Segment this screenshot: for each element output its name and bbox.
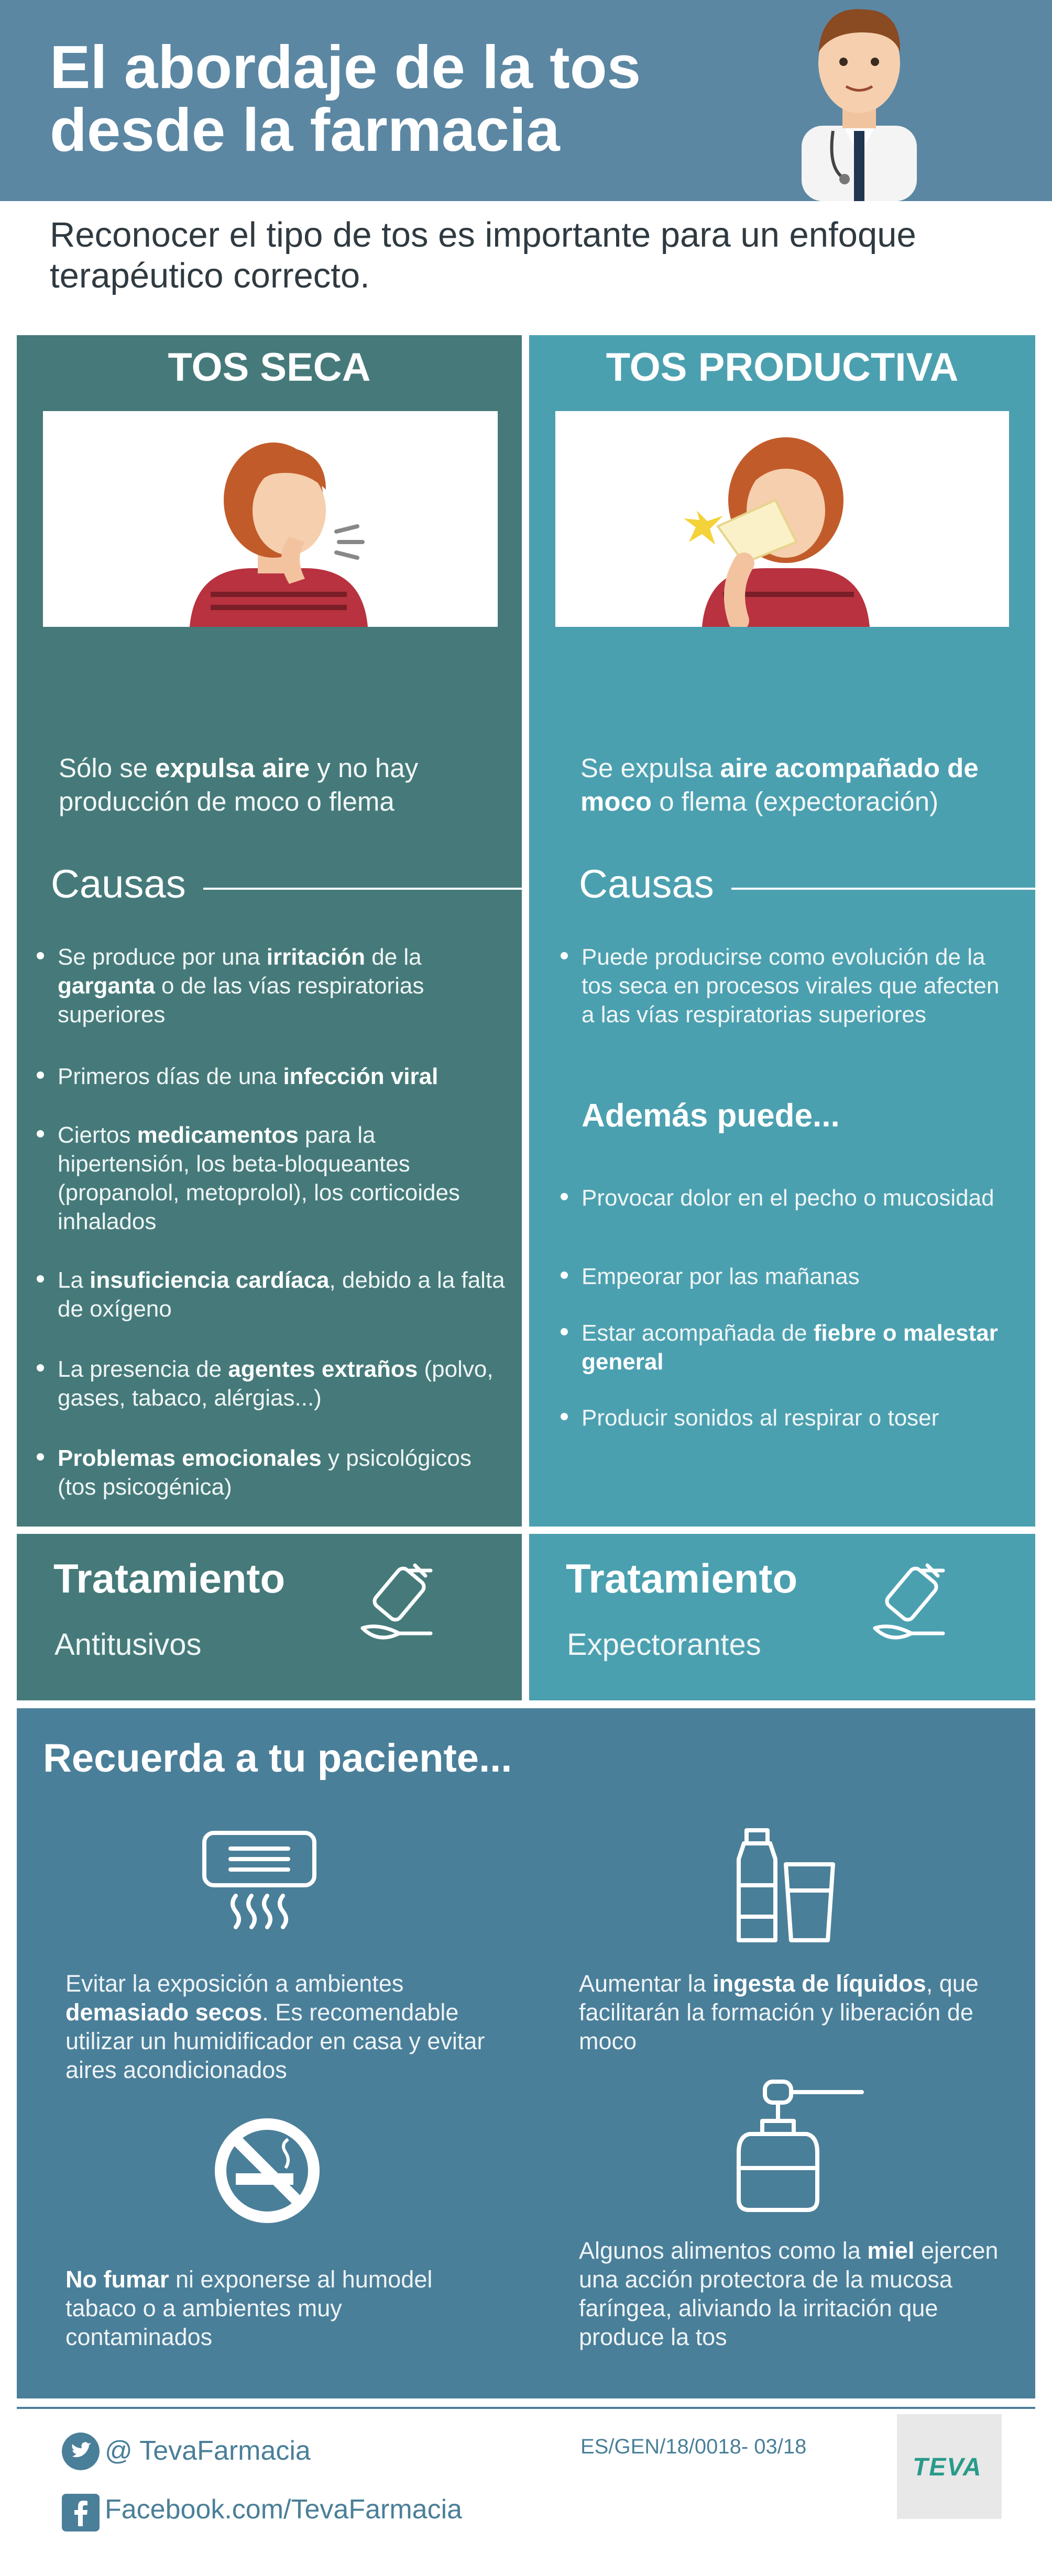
treatment-dry-title: Tratamiento: [53, 1555, 286, 1601]
dry-causes-heading: Causas: [51, 862, 186, 906]
remember-item-dry-air: Evitar la exposición a ambientes demasiado secos. Es recomendable utilizar un humidificador en casa y evitar aires acondicionados: [65, 1970, 485, 2083]
remember-title: Recuerda a tu paciente...: [43, 1736, 512, 1781]
remember-item-no-smoking: No fumar ni exponerse al humodel tabaco o a ambientes muy contaminados: [65, 2266, 433, 2350]
dry-bullet-2: Primeros días de una infección viral: [58, 1062, 508, 1091]
remember-item-honey: Algunos alimentos como la miel ejercen una acción protectora de la mucosa faríngea, aliviando la irritación que produce la tos: [579, 2237, 999, 2350]
teva-logo-box: [897, 2414, 1002, 2519]
dry-bullet-3: Ciertos medicamentos para la hipertensión, los beta-bloqueantes (propanolol, metoprolol), los corticoides inhalados: [58, 1121, 508, 1236]
productive-extra-4: Producir sonidos al respirar o toser: [582, 1403, 1011, 1432]
dry-cough-title: TOS SECA: [168, 345, 371, 390]
facebook-link[interactable]: Facebook.com/TevaFarmacia: [105, 2494, 463, 2525]
page-title: [50, 33, 783, 164]
teva-logo: TEVA: [913, 2453, 982, 2481]
productive-cough-description: Se expulsa aire acompañado de moco o flema (expectoración): [580, 753, 979, 816]
productive-bullet-1-dot: [561, 952, 568, 959]
air-conditioner-icon: [199, 1828, 320, 1938]
title-line-1: El abordaje de la tos: [50, 33, 641, 101]
dry-cough-panel: [17, 335, 522, 1527]
productive-bullet-1: Puede producirse como evolución de la tos seca en procesos virales que afecten a las vías respiratorias superiores: [582, 944, 1000, 1027]
doctor-illustration: [781, 0, 938, 201]
dry-cough-description: Sólo se expulsa aire y no hay producción de moco o flema: [59, 753, 419, 816]
dry-bullet-6: Problemas emocionales y psicológicos (tos psicogénica): [58, 1444, 508, 1501]
treatment-productive-title: Tratamiento: [566, 1555, 798, 1601]
productive-extra-1: Provocar dolor en el pecho o mucosidad: [582, 1184, 1011, 1212]
title-line-2: desde la farmacia: [50, 96, 560, 164]
document-code: ES/GEN/18/0018- 03/18: [580, 2435, 807, 2458]
twitter-handle[interactable]: @ TevaFarmacia: [105, 2436, 311, 2466]
honey-jar-dipper-icon: [733, 2069, 870, 2215]
productive-extra-2: Empeorar por las mañanas: [582, 1262, 1011, 1291]
coughing-woman-illustration: [43, 411, 498, 627]
dry-bullet-4: La insuficiencia cardíaca, debido a la falta de oxígeno: [58, 1266, 508, 1323]
productive-cough-title: TOS PRODUCTIVA: [606, 345, 959, 390]
treatment-productive-panel: [529, 1534, 1035, 1700]
facebook-icon[interactable]: [62, 2494, 100, 2531]
treatment-dry-panel: [17, 1534, 522, 1700]
treatment-dry-value: Antitusivos: [54, 1628, 202, 1662]
medicine-bottle-spoon-icon: [347, 1550, 452, 1654]
productive-extra-3: Estar acompañada de fiebre o malestar general: [582, 1319, 1011, 1376]
remember-item-liquids: Aumentar la ingesta de líquidos, que facilitarán la formación y liberación de moco: [579, 1970, 979, 2054]
medicine-bottle-spoon-icon: [859, 1550, 964, 1654]
productive-causes-divider: [731, 888, 1035, 890]
treatment-productive-value: Expectorantes: [567, 1628, 761, 1662]
sneezing-woman-illustration: [555, 411, 1009, 627]
water-bottle-glass-icon: [723, 1828, 843, 1948]
footer-divider: [17, 2407, 1035, 2409]
ademas-heading: Además puede...: [582, 1098, 840, 1134]
no-smoking-icon: [207, 2110, 327, 2231]
subtitle: Reconocer el tipo de tos es importante para un enfoque terapéutico correcto.: [50, 215, 916, 295]
dry-causes-divider: [203, 888, 522, 890]
productive-cough-panel: [529, 335, 1035, 1527]
dry-bullet-5: La presencia de agentes extraños (polvo, gases, tabaco, alérgias...): [58, 1355, 508, 1412]
twitter-icon[interactable]: [62, 2433, 100, 2470]
productive-causes-heading: Causas: [579, 862, 714, 906]
dry-bullet-1: Se produce por una irritación de la garganta o de las vías respiratorias superiores: [58, 943, 508, 1029]
